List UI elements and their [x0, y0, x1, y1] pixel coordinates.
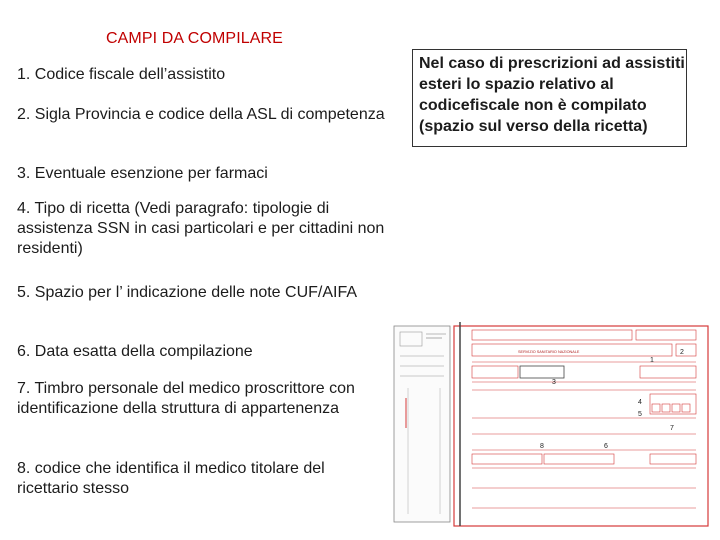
form-header-text: SERVIZIO SANITARIO NAZIONALE — [518, 350, 580, 354]
field-number: 4 — [638, 399, 642, 406]
list-item: 2. Sigla Provincia e codice della ASL di competenza — [17, 106, 385, 123]
page-title: CAMPI DA COMPILARE — [106, 30, 283, 47]
field-number: 3 — [552, 379, 556, 386]
field-number: 1 — [650, 357, 654, 364]
prescription-form-image — [380, 318, 712, 532]
field-number: 8 — [540, 443, 544, 450]
list-item: 8. codice che identifica il medico titolare del ricettario stesso — [17, 460, 325, 497]
list-item: 3. Eventuale esenzione per farmaci — [17, 165, 268, 182]
list-item: 4. Tipo di ricetta (Vedi paragrafo: tipologie di assistenza SSN in casi particolari e per cittadini non residenti) — [17, 200, 385, 257]
list-item: 5. Spazio per l’ indicazione delle note CUF/AIFA — [17, 284, 358, 301]
field-number: 7 — [670, 425, 674, 432]
foreign-patients-note: Nel caso di prescrizioni ad assistiti esteri lo spazio relativo al codicefiscale non è compilato (spazio sul verso della ricetta) — [412, 49, 687, 147]
list-item: 7. Timbro personale del medico proscrittore con identificazione della struttura di appartenenza — [17, 380, 355, 417]
list-item: 1. Codice fiscale dell’assistito — [17, 66, 226, 83]
list-item: 6. Data esatta della compilazione — [17, 343, 253, 360]
field-number: 6 — [604, 443, 608, 450]
field-number: 2 — [680, 349, 684, 356]
field-number: 5 — [638, 411, 642, 418]
